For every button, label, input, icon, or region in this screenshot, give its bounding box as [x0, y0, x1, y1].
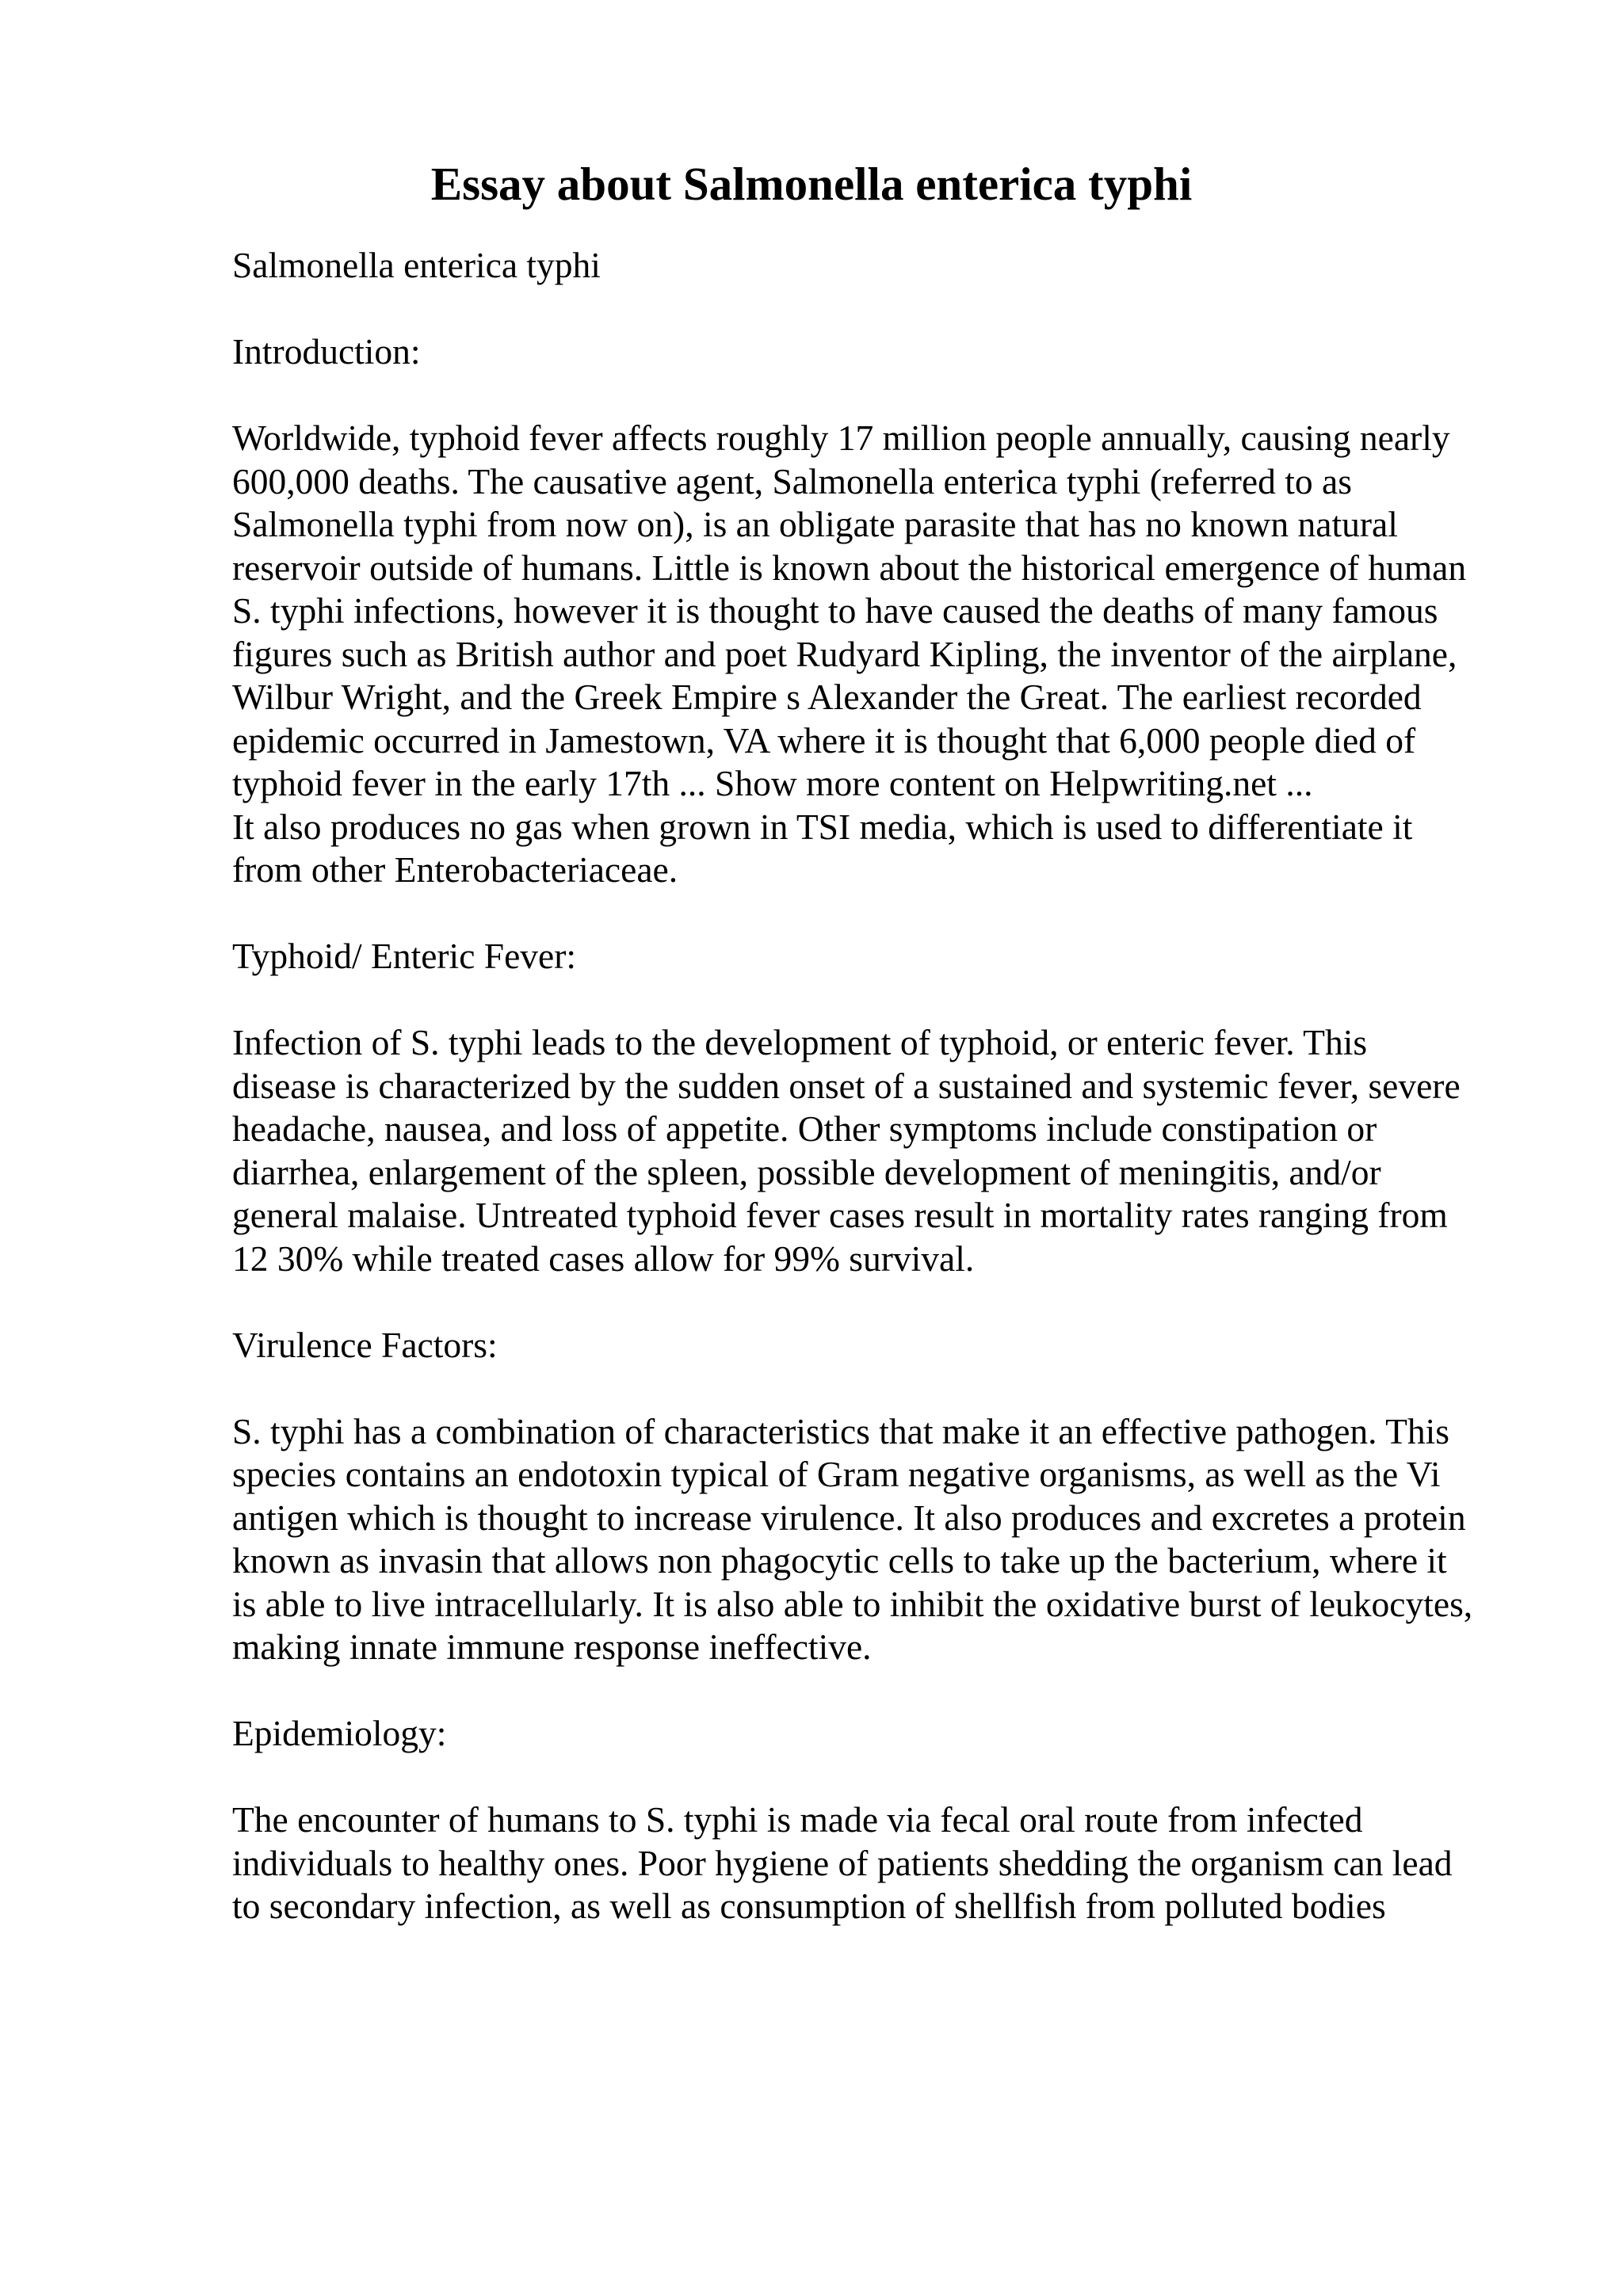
- paragraph-line: reservoir outside of humans. Little is known about the historical emergence of human: [232, 547, 1467, 588]
- paragraph-line: S. typhi has a combination of characteristics that make it an effective pathogen. This: [232, 1410, 1450, 1451]
- paragraph-line: to secondary infection, as well as consumption of shellfish from polluted bodies: [232, 1886, 1386, 1926]
- section-heading-virulence-factors: Virulence Factors:: [232, 1324, 498, 1365]
- paragraph-line: figures such as British author and poet Rudyard Kipling, the inventor of the airplane,: [232, 633, 1457, 674]
- introduction-continuation: [232, 806, 1532, 892]
- paragraph-line: Wilbur Wright, and the Greek Empire s Alexander the Great. The earliest recorded: [232, 677, 1422, 717]
- typhoid-paragraph: [232, 1021, 1532, 1280]
- paragraph-line: species contains an endotoxin typical of Gram negative organisms, as well as the Vi: [232, 1454, 1441, 1494]
- section-heading-typhoid-enteric-fever: Typhoid/ Enteric Fever:: [232, 936, 577, 976]
- paragraph-line: diarrhea, enlargement of the spleen, possible development of meningitis, and/or: [232, 1151, 1381, 1192]
- paragraph-line: S. typhi infections, however it is thought to have caused the deaths of many famous: [232, 590, 1438, 631]
- paragraph-line: from other Enterobacteriaceae.: [232, 849, 678, 890]
- paragraph-line: Worldwide, typhoid fever affects roughly 17 million people annually, causing nearly: [232, 418, 1450, 458]
- essay-body: [232, 244, 1532, 1971]
- paragraph-line: epidemic occurred in Jamestown, VA where it is thought that 6,000 people died of: [232, 719, 1416, 761]
- page-title: Essay about Salmonella enterica typhi: [430, 158, 1193, 210]
- paragraph-line: disease is characterized by the sudden onset of a sustained and systemic fever, severe: [232, 1065, 1461, 1106]
- essay-subtitle: Salmonella enterica typhi: [232, 245, 601, 285]
- section-heading-introduction: Introduction:: [232, 331, 421, 372]
- paragraph-line: 600,000 deaths. The causative agent, Salmonella enterica typhi (referred to as: [232, 460, 1352, 502]
- epidemiology-paragraph: [232, 1798, 1532, 1928]
- paragraph-line: 12 30% while treated cases allow for 99% survival.: [232, 1238, 975, 1279]
- paragraph-line: making innate immune response ineffective.: [232, 1627, 872, 1667]
- introduction-paragraph: [232, 417, 1532, 806]
- paragraph-line: Salmonella typhi from now on), is an obligate parasite that has no known natural: [232, 504, 1398, 544]
- paragraph-line: typhoid fever in the early 17th ... Show more content on Helpwriting.net ...: [232, 763, 1313, 803]
- paragraph-line: antigen which is thought to increase virulence. It also produces and excretes a protein: [232, 1497, 1466, 1538]
- paragraph-line: is able to live intracellularly. It is also able to inhibit the oxidative burst of leukocytes,: [232, 1583, 1473, 1624]
- paragraph-line: known as invasin that allows non phagocytic cells to take up the bacterium, where it: [232, 1540, 1447, 1581]
- paragraph-line: headache, nausea, and loss of appetite. Other symptoms include constipation or: [232, 1108, 1377, 1149]
- section-heading-epidemiology: Epidemiology:: [232, 1713, 447, 1753]
- paragraph-line: Infection of S. typhi leads to the development of typhoid, or enteric fever. This: [232, 1022, 1368, 1062]
- paragraph-line: The encounter of humans to S. typhi is made via fecal oral route from infected: [232, 1799, 1363, 1840]
- virulence-paragraph: [232, 1410, 1532, 1669]
- paragraph-line: It also produces no gas when grown in TSI media, which is used to differentiate it: [232, 806, 1413, 847]
- paragraph-line: general malaise. Untreated typhoid fever cases result in mortality rates ranging from: [232, 1195, 1448, 1235]
- paragraph-line: individuals to healthy ones. Poor hygiene of patients shedding the organism can lead: [232, 1842, 1453, 1883]
